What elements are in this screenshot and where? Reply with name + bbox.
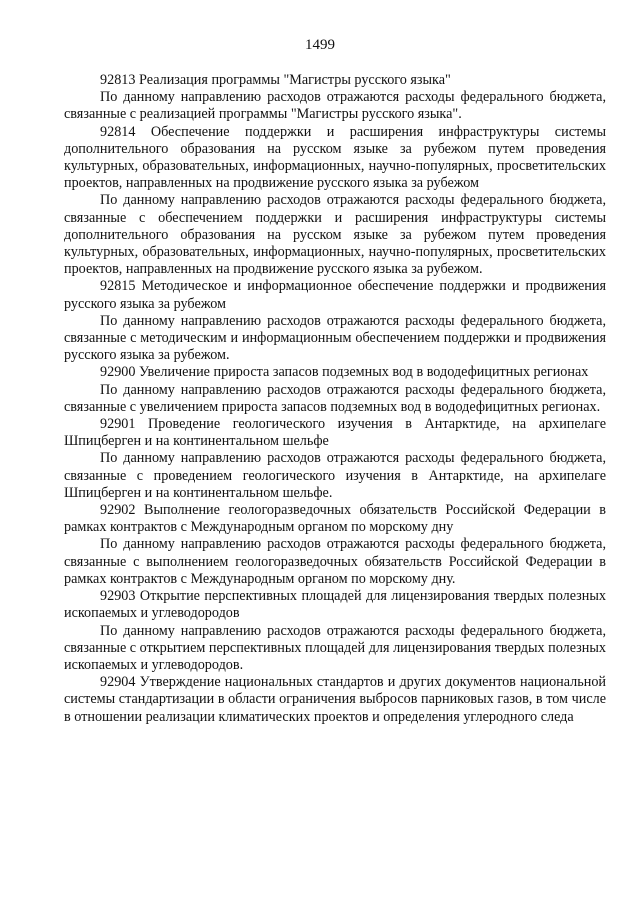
- description-92903: По данному направлению расходов отражаются расходы федерального бюджета, связанные с открытием перспективных площадей для лицензирования твердых полезных ископаемых и углеводородов.: [64, 622, 606, 673]
- heading-92813: 92813 Реализация программы "Магистры русского языка": [100, 72, 451, 88]
- description-92815: По данному направлению расходов отражаются расходы федерального бюджета, связанные с методическим и информационным обеспечением поддержки и продвижения русского языка за рубежом.: [64, 312, 606, 364]
- heading-92901: 92901 Проведение геологического изучения в Антарктиде, на архипелаге Шпицберген и на континентальном шельфе: [64, 416, 606, 450]
- description-92902: По данному направлению расходов отражаются расходы федерального бюджета, связанные с выполнением геологоразведочных обязательств Российской Федерации в рамках контрактов с Международным органом по морскому дну.: [64, 536, 606, 587]
- heading-92904: 92904 Утверждение национальных стандартов и других документов национальной системы стандартизации в области ограничения выбросов парниковых газов, в том числе в отношении реализации климатических проектов и определения углеродного следа: [64, 674, 606, 725]
- heading-92902: 92902 Выполнение геологоразведочных обязательств Российской Федерации в рамках контрактов с Международным органом по морскому дну: [64, 502, 606, 536]
- heading-92903: 92903 Открытие перспективных площадей для лицензирования твердых полезных ископаемых и углеводородов: [64, 588, 606, 622]
- description-92901: По данному направлению расходов отражаются расходы федерального бюджета, связанные с проведением геологического изучения в Антарктиде, на архипелаге Шпицберген и на континентальном шельфе.: [64, 450, 606, 501]
- description-92900: По данному направлению расходов отражаются расходы федерального бюджета, связанные с увеличением прироста запасов подземных вод в вододефицитных регионах.: [64, 381, 606, 415]
- heading-92815: 92815 Методическое и информационное обеспечение поддержки и продвижения русского языка за рубежом: [64, 278, 606, 312]
- description-92814: По данному направлению расходов отражаются расходы федерального бюджета, связанные с обеспечением поддержки и расширения инфраструктуры системы дополнительного образования на русском языке за рубежом путем проведения культурных, образовательных, информационных, научно-популярных, просветительских проектов, направленных на продвижение русского языка за рубежом.: [64, 192, 606, 278]
- description-92813: По данному направлению расходов отражаются расходы федерального бюджета, связанные с реализацией программы "Магистры русского языка".: [64, 89, 606, 123]
- heading-92900: 92900 Увеличение прироста запасов подземных вод в вододефицитных регионах: [100, 364, 589, 381]
- document-body: [64, 72, 606, 726]
- page-number: 1499: [305, 37, 335, 53]
- heading-92814: 92814 Обеспечение поддержки и расширения инфраструктуры системы дополнительного образования на русском языке за рубежом путем проведения культурных, образовательных, информационных, научно-популярных, просветительских проектов, направленных на продвижение русского языка за рубежом: [64, 123, 606, 192]
